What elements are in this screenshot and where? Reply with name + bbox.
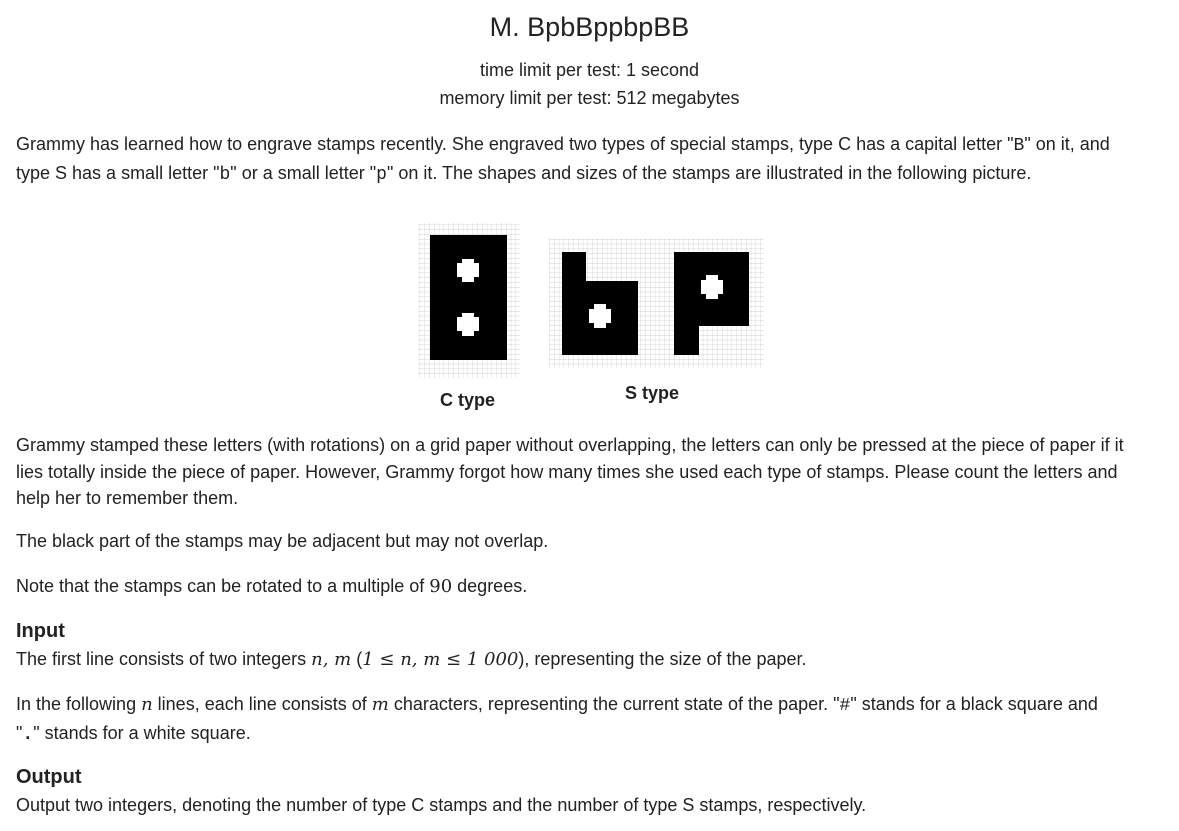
stamp-figure — [410, 215, 780, 415]
input-line-1: The first line consists of two integers n, m (1 ≤ n, m ≤ 1 000), representing the size of the paper. — [16, 649, 807, 670]
c-stamp-body — [430, 235, 507, 360]
output-text: Output two integers, denoting the number of type C stamps and the number of type S stamps, respectively. — [16, 795, 867, 815]
input-line-2: In the following n lines, each line consists of m characters, representing the current state of the paper. "#" stands for a black square and "." stands for a white square. — [16, 694, 1098, 745]
input-heading: Input — [16, 620, 65, 642]
problem-title: M. BpbBppbpBB — [489, 12, 690, 42]
statement-paragraph-3: The black part of the stamps may be adjacent but may not overlap. — [16, 531, 549, 551]
statement-paragraph-1: Grammy has learned how to engrave stamps recently. She engraved two types of special stamps, type C has a capital letter "B" on it, and type S has a small letter "b" or a small letter "p" on it. The shapes and sizes of the stamps are illustrated in the following picture. — [16, 134, 1110, 185]
caption-c-type: C type — [440, 390, 496, 410]
memory-limit: memory limit per test: 512 megabytes — [439, 88, 740, 108]
caption-s-type: S type — [625, 383, 680, 403]
output-heading: Output — [16, 766, 82, 788]
statement-paragraph-2: Grammy stamped these letters (with rotations) on a grid paper without overlapping, the letters can only be pressed at the piece of paper if it lies totally inside the piece of paper. However, Grammy forgot how many times she used each type of stamps. Please count the letters and help her to remember them. — [16, 435, 1124, 508]
time-limit: time limit per test: 1 second — [479, 60, 700, 80]
statement-paragraph-4: Note that the stamps can be rotated to a multiple of 90 degrees. — [16, 576, 528, 597]
